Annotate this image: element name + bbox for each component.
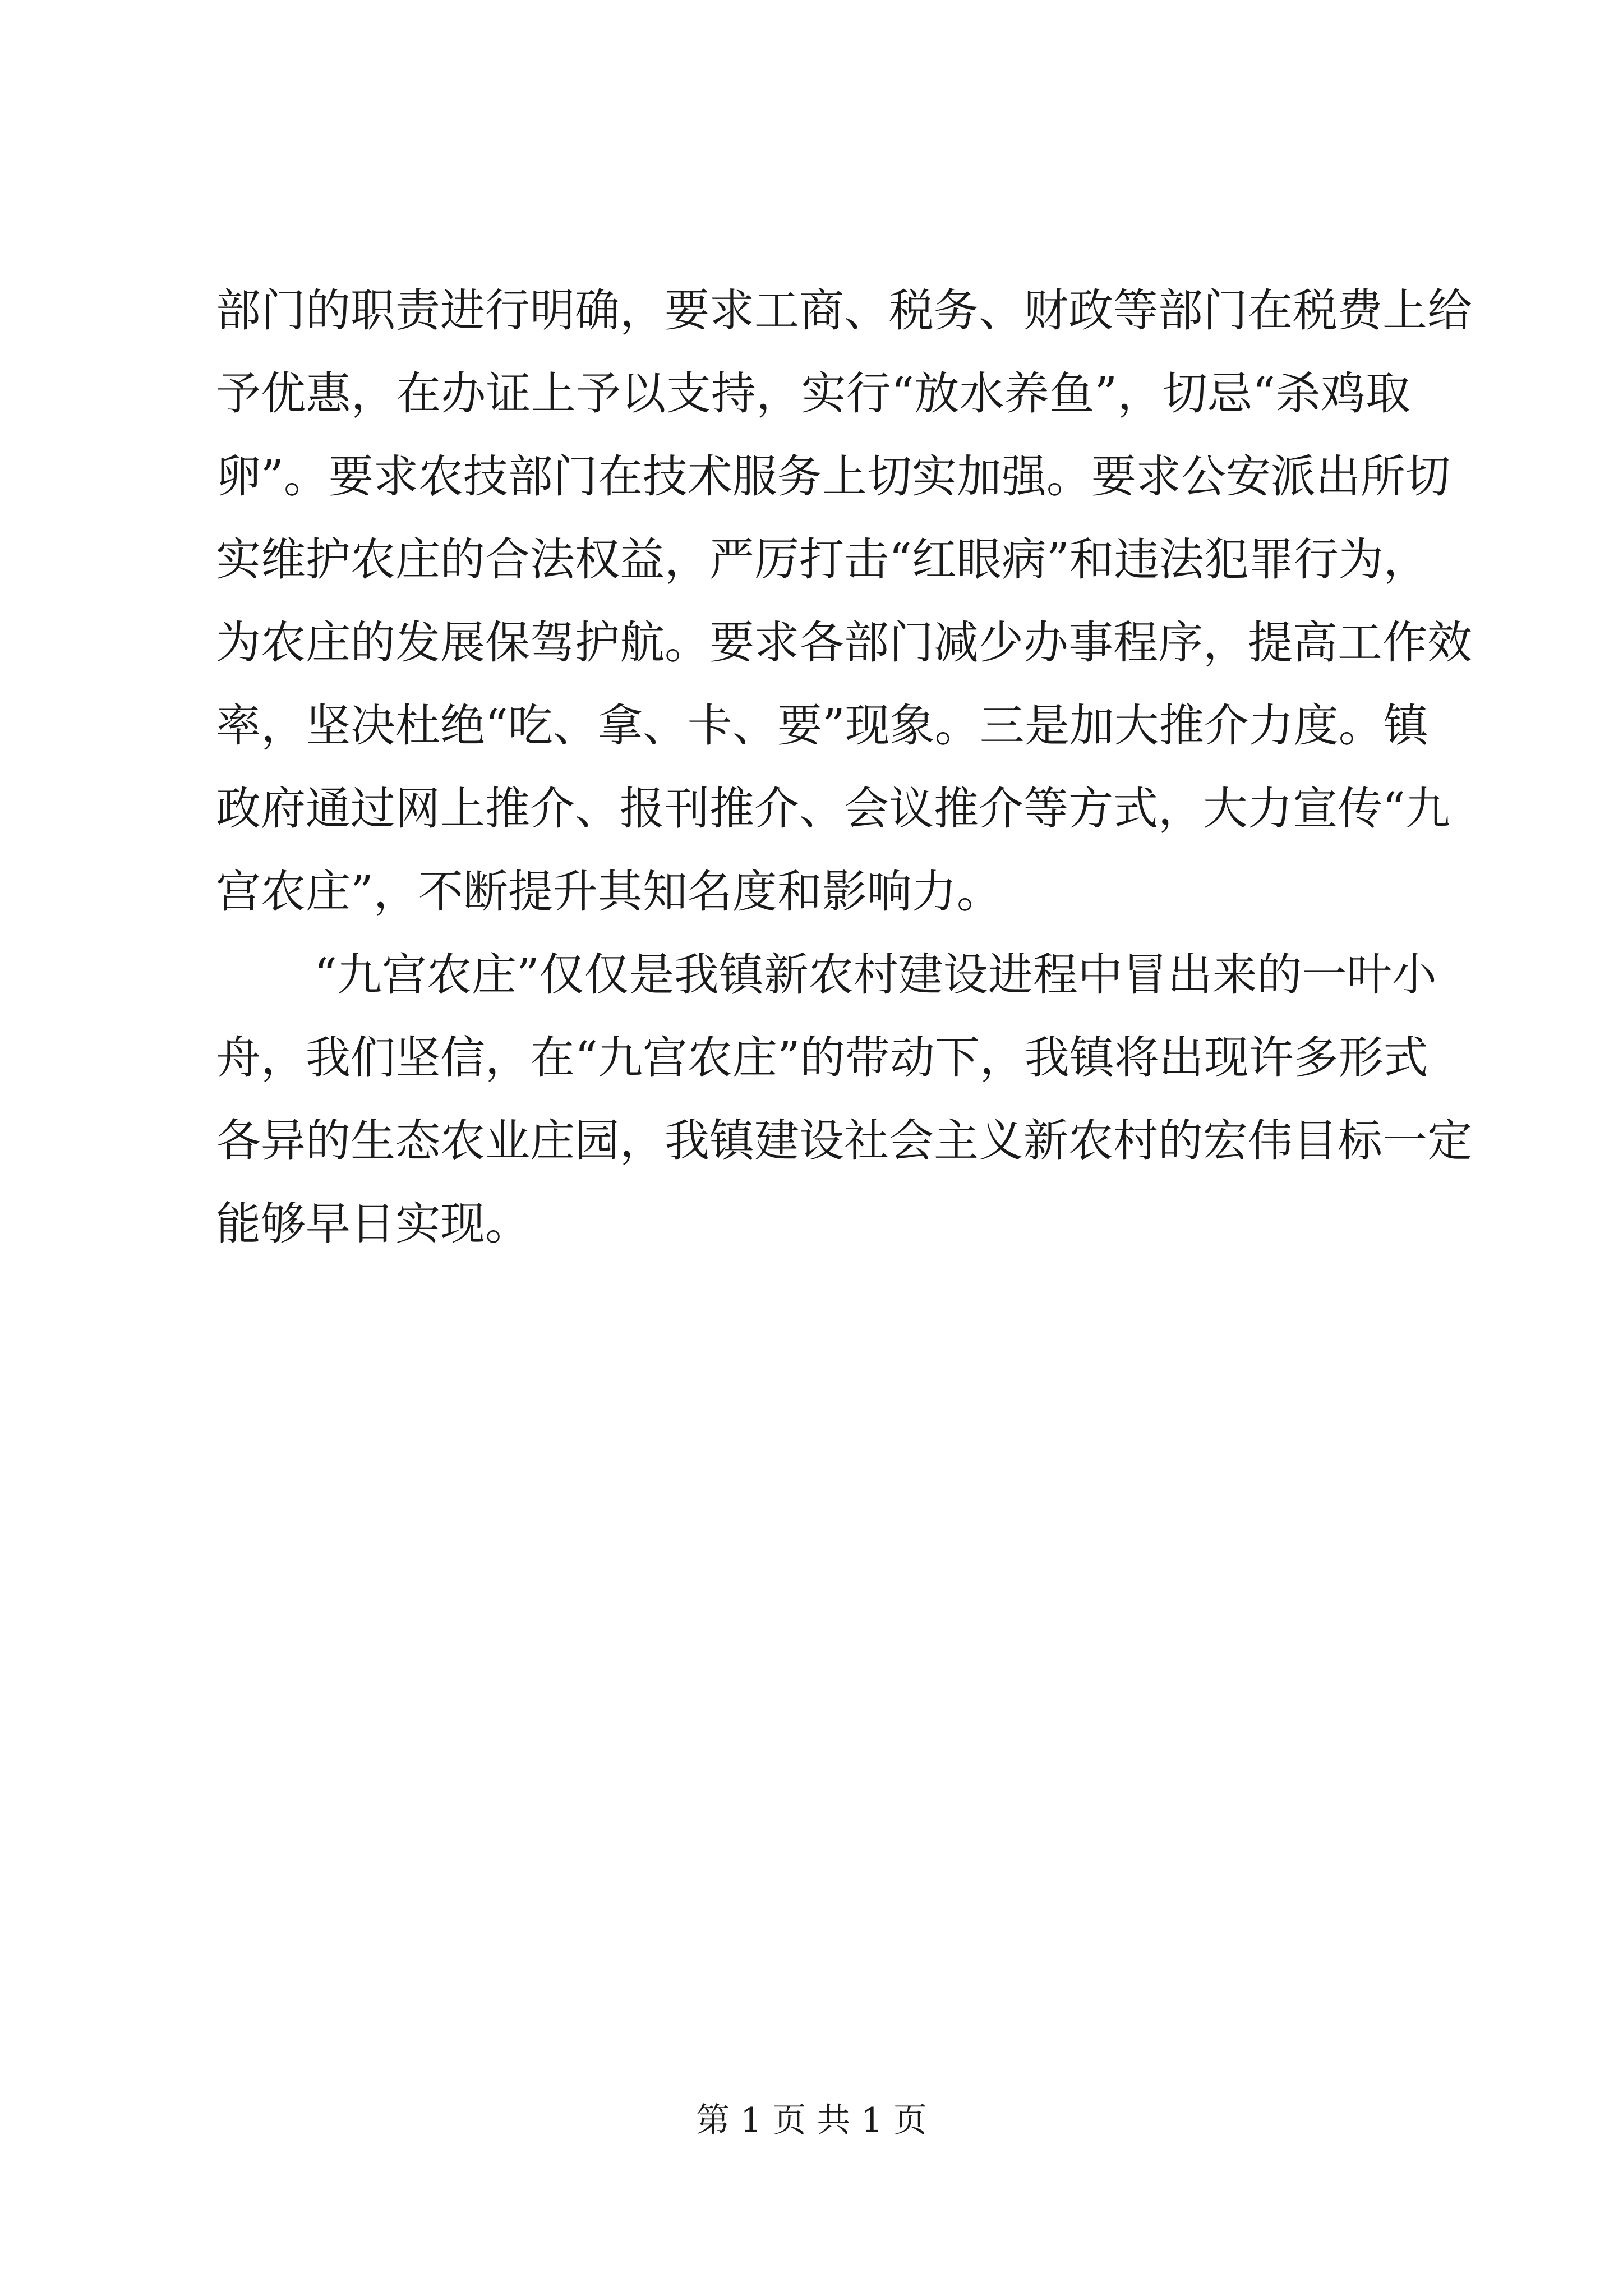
text-line: 予优惠，在办证上予以支持，实行“放水养鱼”，切忌“杀鸡取 (216, 367, 1410, 420)
text-line: 为农庄的发展保驾护航。要求各部门减少办事程序，提高工作效 (216, 616, 1472, 669)
body-text (216, 269, 1472, 1266)
text-line: “九宫农庄”仅仅是我镇新农村建设进程中冒出来的一叶小 (314, 949, 1437, 1001)
page-number-label: 第 1 页 共 1 页 (696, 2101, 927, 2140)
text-line: 部门的职责进行明确，要求工商、税务、财政等部门在税费上给 (216, 284, 1472, 337)
text-line: 能够早日实现。 (216, 1198, 530, 1250)
text-line: 各异的生态农业庄园，我镇建设社会主义新农村的宏伟目标一定 (216, 1115, 1472, 1167)
text-line: 政府通过网上推介、报刊推介、会议推介等方式，大力宣传“九 (216, 783, 1450, 835)
text-line: 卵”。要求农技部门在技术服务上切实加强。要求公安派出所切 (216, 450, 1450, 503)
text-line: 舟，我们坚信，在“九宫农庄”的带动下，我镇将出现许多形式 (216, 1032, 1428, 1084)
page-footer (0, 2098, 1623, 2143)
text-line: 率，坚决杜绝“吃、拿、卡、要”现象。三是加大推介力度。镇 (216, 700, 1428, 752)
text-line: 宫农庄”，不断提升其知名度和影响力。 (216, 866, 1002, 918)
text-line: 实维护农庄的合法权益，严厉打击“红眼病”和违法犯罪行为， (216, 533, 1428, 586)
